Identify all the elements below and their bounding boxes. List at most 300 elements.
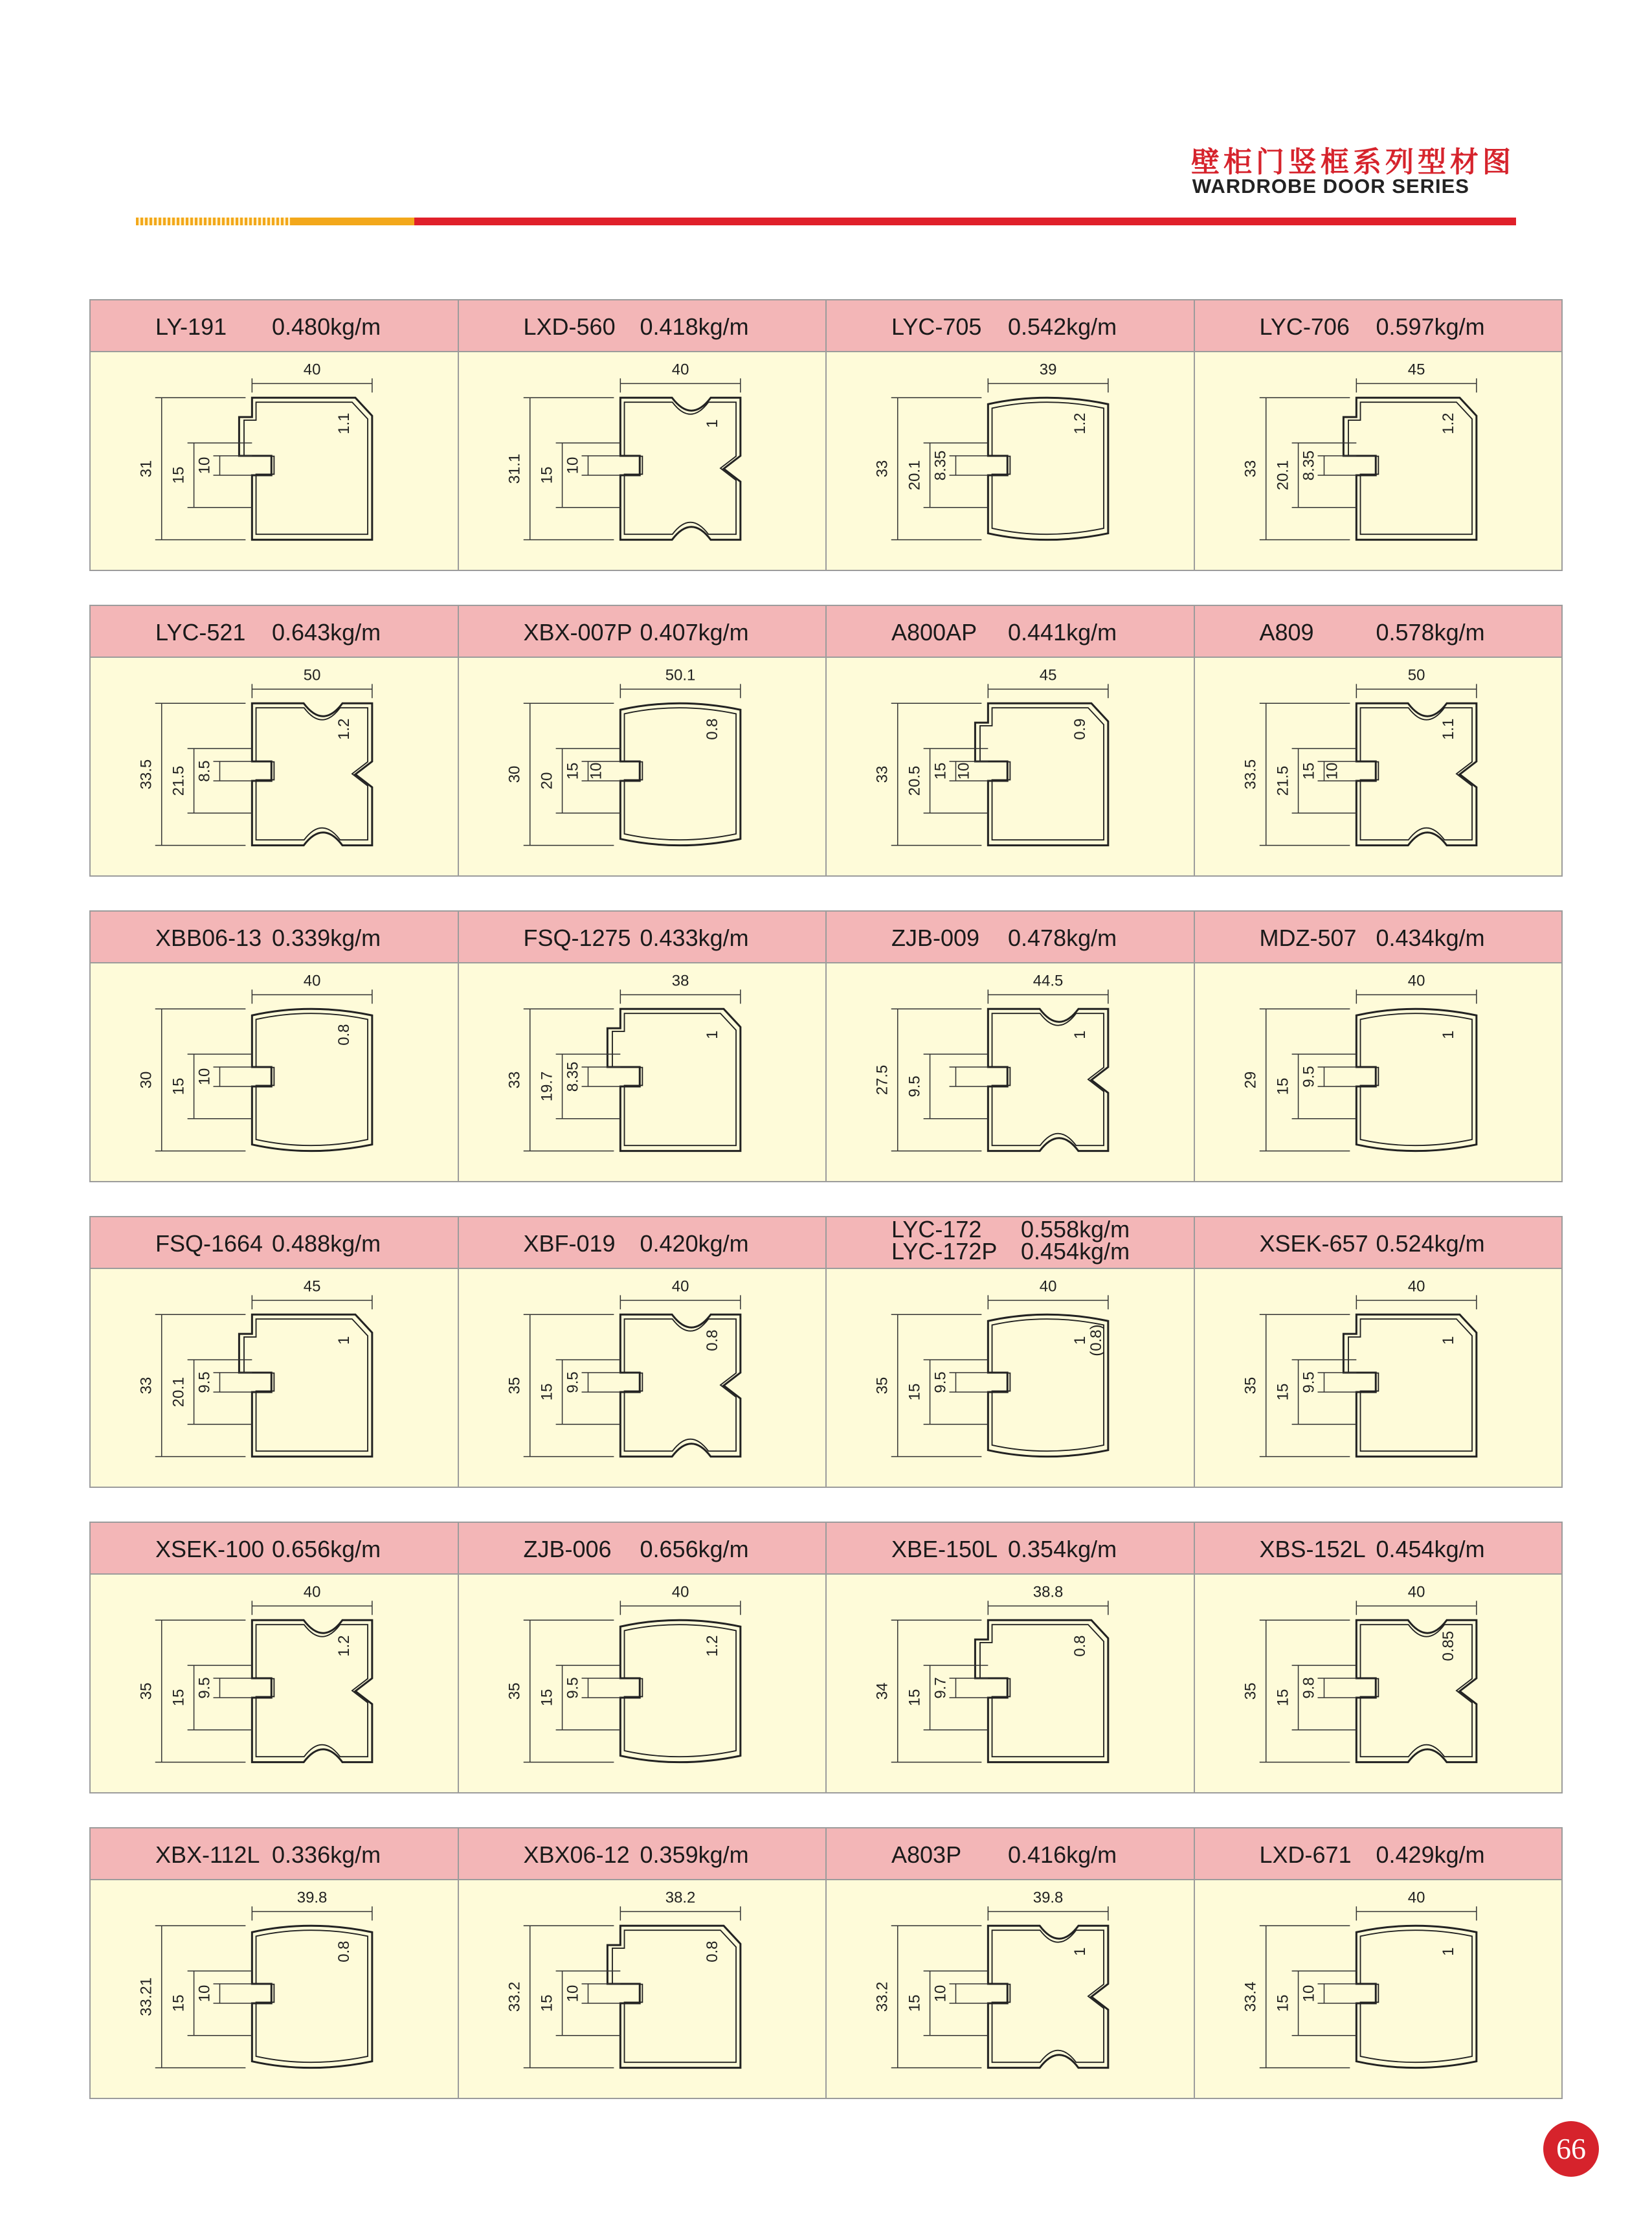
dimension-thickness-label: 0.8 <box>335 1940 353 1962</box>
profile-header <box>1195 1217 1562 1269</box>
profile-drawing <box>1195 352 1562 570</box>
dimension-inner-c-label: 10 <box>955 762 973 780</box>
profile-outline-outer <box>620 398 741 539</box>
dimension-inner-b-label: 10 <box>564 1984 582 2003</box>
profile-cell <box>825 300 1194 570</box>
dimension-inner-a-label: 15 <box>1274 1077 1292 1096</box>
profile-cross-section <box>91 1575 458 1792</box>
dimension-width-label: 40 <box>1407 1277 1425 1296</box>
profile-outline-outer <box>1356 1009 1477 1151</box>
inner-dimension-line <box>949 456 988 475</box>
profile-cell <box>825 1523 1194 1792</box>
inner-dimension-line <box>213 1678 252 1698</box>
profile-outline-outer <box>252 703 372 845</box>
dimension-inner-b-label: 9.5 <box>195 1677 214 1699</box>
profile-row <box>89 605 1563 877</box>
profile-cell <box>91 1523 458 1792</box>
profile-weight: 0.339kg/m <box>272 925 381 951</box>
dimension-inner-a-label: 15 <box>170 1689 188 1707</box>
dimension-width-label: 50 <box>1407 666 1425 684</box>
profile-cell <box>1194 1523 1562 1792</box>
profile-cell <box>91 912 458 1181</box>
profile-header <box>1195 606 1562 658</box>
dimension-inner-a-label: 15 <box>906 1994 924 2012</box>
dimension-height-label: 30 <box>137 1071 155 1089</box>
dimension-inner-a-label: 21.5 <box>170 765 188 796</box>
profile-cross-section <box>459 1575 826 1792</box>
dimension-inner-a-label: 20.1 <box>906 460 924 491</box>
dimension-inner-a-label: 15 <box>906 1383 924 1401</box>
dimension-inner-b-label: 9.5 <box>1300 1371 1318 1393</box>
profile-weight: 0.429kg/m <box>1376 1841 1485 1868</box>
profile-outline-outer <box>620 703 741 845</box>
dimension-width-label: 38.8 <box>1032 1583 1064 1601</box>
inner-dimension-line <box>581 1984 620 2003</box>
width-dimension-line <box>252 1906 372 1920</box>
profile-header <box>459 606 826 658</box>
profile-drawing <box>459 1575 826 1792</box>
inner-dimension-line <box>1317 1373 1356 1392</box>
profile-cell <box>458 912 826 1181</box>
profile-header <box>459 1217 826 1269</box>
profile-outline-outer <box>1343 1314 1476 1456</box>
profile-header <box>91 1828 458 1880</box>
header-rule-orange <box>291 218 414 225</box>
dimension-thickness-label: 0.85 <box>1439 1630 1457 1661</box>
dimension-height-label: 33.2 <box>506 1981 524 2012</box>
profile-cross-section <box>459 1269 826 1487</box>
dimension-width-label: 40 <box>671 1277 689 1296</box>
dimension-inner-a-label: 20.1 <box>1274 460 1292 491</box>
profile-code: MDZ-507 <box>1259 925 1357 951</box>
profile-cross-section <box>827 963 1194 1181</box>
profile-header <box>827 606 1194 658</box>
width-dimension-line <box>620 1295 741 1309</box>
profile-cross-section <box>91 963 458 1181</box>
width-dimension-line <box>620 1601 741 1615</box>
dimension-inner-a-label: 15 <box>170 466 188 484</box>
profile-code: ZJB-006 <box>523 1536 612 1562</box>
profile-cross-section <box>91 1269 458 1487</box>
profile-drawing <box>1195 658 1562 875</box>
profile-code: A809 <box>1259 619 1314 646</box>
inner-dimension-line <box>581 456 620 475</box>
dimension-height-label: 27.5 <box>873 1064 891 1096</box>
dimension-height-label: 31.1 <box>506 453 524 484</box>
profile-weight: 0.354kg/m <box>1008 1536 1117 1562</box>
profile-cell <box>91 1828 458 2098</box>
dimension-width-label: 40 <box>671 1583 689 1601</box>
profile-cell <box>91 1217 458 1487</box>
profile-header <box>827 1523 1194 1575</box>
dimension-inner-a-label: 21.5 <box>1274 765 1292 796</box>
width-dimension-line <box>988 1295 1108 1309</box>
dimension-inner-b-label: 15 <box>564 762 582 780</box>
profile-code: XSEK-657 <box>1259 1230 1368 1257</box>
profile-header <box>91 606 458 658</box>
inner-dimension-line <box>1317 1984 1356 2003</box>
dimension-height-label: 33.2 <box>873 1981 891 2012</box>
width-dimension-line <box>252 378 372 392</box>
dimension-inner-a-label: 20 <box>538 772 556 790</box>
page-number-badge: 66 <box>1543 2121 1599 2177</box>
dimension-thickness-label: 1.2 <box>703 1635 721 1657</box>
profile-cross-section <box>827 1575 1194 1792</box>
dimension-inner-b-label: 10 <box>1300 1984 1318 2003</box>
profile-drawing <box>827 658 1194 875</box>
dimension-inner-b-label: 9.5 <box>195 1371 214 1393</box>
inner-dimension-line <box>1317 1067 1356 1086</box>
dimension-inner-b-label: 15 <box>932 762 950 780</box>
profile-code: A800AP <box>891 619 977 646</box>
dimension-width-label: 38 <box>671 972 689 990</box>
profile-cell <box>91 606 458 875</box>
dimension-inner-c-label: 10 <box>586 762 605 780</box>
dimension-thickness-label: 1 <box>1439 1030 1457 1039</box>
profile-cell <box>1194 1828 1562 2098</box>
dimension-inner-b-label: 8.35 <box>1300 450 1318 481</box>
dimension-inner-a-label: 19.7 <box>538 1071 556 1102</box>
dimension-width-label: 50 <box>303 666 321 684</box>
dimension-inner-b-label: 8.35 <box>932 450 950 481</box>
width-dimension-line <box>988 378 1108 392</box>
profile-cross-section <box>91 658 458 875</box>
width-dimension-line <box>1356 1295 1477 1309</box>
profile-cross-section <box>1195 1269 1562 1487</box>
profile-outline-outer <box>252 1009 372 1151</box>
dimension-width-label: 40 <box>303 361 321 379</box>
dimension-height-label: 33 <box>506 1071 524 1089</box>
dimension-inner-a-label: 15 <box>1274 1383 1292 1401</box>
profile-weight-line: 0.558kg/m <box>1021 1216 1130 1242</box>
dimension-thickness-label: 0.8 <box>703 718 721 740</box>
profile-header <box>827 912 1194 963</box>
profile-code-line: LYC-172P <box>891 1238 998 1265</box>
profile-header <box>827 300 1194 352</box>
dimension-height-label: 33 <box>873 765 891 783</box>
profile-drawing <box>91 1880 458 2098</box>
profile-cell <box>1194 1217 1562 1487</box>
profile-cell <box>1194 606 1562 875</box>
dimension-width-label: 40 <box>1407 972 1425 990</box>
profile-header <box>91 912 458 963</box>
dimension-inner-b-label: 10 <box>564 456 582 475</box>
profile-cross-section <box>459 1880 826 2098</box>
profile-header <box>459 912 826 963</box>
profile-drawing <box>91 963 458 1181</box>
profile-cross-section <box>1195 352 1562 570</box>
page-title-english: WARDROBE DOOR SERIES <box>1192 175 1469 197</box>
dimension-thickness-label: 1 <box>1439 1947 1457 1956</box>
profile-header <box>1195 1523 1562 1575</box>
profile-code: LXD-560 <box>523 313 616 340</box>
dimension-inner-a-label: 15 <box>170 1994 188 2012</box>
profile-weight: 0.359kg/m <box>640 1841 749 1868</box>
dimension-inner-c-label: 10 <box>1323 762 1341 780</box>
dimension-width-label: 40 <box>303 1583 321 1601</box>
dimension-thickness-label: 1 <box>703 1030 721 1039</box>
profile-outline-outer <box>620 1314 741 1456</box>
width-dimension-line <box>620 684 741 698</box>
profile-drawing <box>91 658 458 875</box>
dimension-width-label: 40 <box>1039 1277 1057 1296</box>
profile-drawing <box>827 963 1194 1181</box>
profile-weight: 0.441kg/m <box>1008 619 1117 646</box>
dimension-thickness-label: 1.2 <box>1071 412 1089 434</box>
dimension-thickness-label: 1 <box>1071 1336 1089 1345</box>
profile-drawing <box>91 352 458 570</box>
profile-weight: 0.418kg/m <box>640 313 749 340</box>
width-dimension-line <box>1356 378 1477 392</box>
profile-weight: 0.478kg/m <box>1008 925 1117 951</box>
dimension-inner-a-label: 15 <box>1274 1689 1292 1707</box>
profile-weight: 0.433kg/m <box>640 925 749 951</box>
dimension-inner-b-label: 9.5 <box>1300 1066 1318 1088</box>
profile-code: XBE-150L <box>891 1536 998 1562</box>
profile-code: LXD-671 <box>1259 1841 1352 1868</box>
profile-code: LYC-521 <box>155 619 246 646</box>
profile-code: XSEK-100 <box>155 1536 265 1562</box>
profile-code: A803P <box>891 1841 962 1868</box>
dimension-inner-b-label: 9.5 <box>564 1677 582 1699</box>
dimension-inner-b-label: 9.5 <box>932 1371 950 1393</box>
dimension-width-label: 44.5 <box>1032 972 1064 990</box>
profile-header <box>91 1523 458 1575</box>
dimension-width-label: 50.1 <box>665 666 695 684</box>
profile-drawing <box>91 1575 458 1792</box>
dimension-thickness-label: 1 <box>1071 1030 1089 1039</box>
profile-cross-section <box>827 1880 1194 2098</box>
inner-dimension-line <box>949 1678 988 1698</box>
profile-cross-section <box>91 1880 458 2098</box>
inner-dimension-line <box>213 1067 252 1086</box>
profile-drawing <box>1195 1269 1562 1487</box>
profile-weight: 0.420kg/m <box>640 1230 749 1257</box>
dimension-width-label: 40 <box>303 972 321 990</box>
dimension-width-label: 40 <box>671 361 689 379</box>
profile-cross-section <box>1195 963 1562 1181</box>
dimension-thickness-label: 0.8 <box>703 1329 721 1351</box>
width-dimension-line <box>252 989 372 1004</box>
profile-header <box>91 1217 458 1269</box>
dimension-height-label: 33.5 <box>137 759 155 790</box>
dimension-height-label: 35 <box>1242 1682 1260 1700</box>
inner-dimension-line <box>213 1373 252 1392</box>
dimension-thickness-label: 0.8 <box>335 1024 353 1046</box>
profile-cell <box>825 606 1194 875</box>
profile-outline-outer <box>252 1620 372 1762</box>
profile-code: XBB06-13 <box>155 925 262 951</box>
profile-cell <box>825 1217 1194 1487</box>
dimension-thickness-label: 0.8 <box>703 1940 721 1962</box>
width-dimension-line <box>620 1906 741 1920</box>
dimension-inner-a-label: 15 <box>538 1994 556 2012</box>
dimension-inner-a-label: 9.5 <box>906 1075 924 1097</box>
profile-drawing <box>827 1880 1194 2098</box>
profile-cross-section <box>1195 1880 1562 2098</box>
profile-weight: 0.416kg/m <box>1008 1841 1117 1868</box>
dimension-height-label: 35 <box>506 1682 524 1700</box>
header-rule-red <box>414 218 1516 225</box>
profile-cross-section <box>459 352 826 570</box>
dimension-inner-a-label: 15 <box>538 466 556 484</box>
profile-cell <box>458 1828 826 2098</box>
dimension-width-label: 40 <box>1407 1889 1425 1907</box>
inner-dimension-line <box>581 1373 620 1392</box>
profile-row <box>89 1827 1563 2099</box>
inner-dimension-line <box>213 456 252 475</box>
dimension-thickness-label: 1 <box>335 1336 353 1345</box>
profile-weight: 0.488kg/m <box>272 1230 381 1257</box>
profile-weight <box>1021 1216 1130 1265</box>
profile-code: XBX06-12 <box>523 1841 630 1868</box>
inner-dimension-line <box>949 1373 988 1392</box>
dimension-inner-b-label: 9.8 <box>1300 1677 1318 1699</box>
dimension-width-label: 45 <box>1407 361 1425 379</box>
inner-dimension-line <box>581 1067 620 1086</box>
dimension-height-label: 33.5 <box>1242 759 1260 790</box>
inner-dimension-line <box>213 1984 252 2003</box>
inner-dimension-line <box>949 1067 988 1086</box>
dimension-width-label: 40 <box>1407 1583 1425 1601</box>
profile-drawing <box>91 1269 458 1487</box>
profile-cross-section <box>1195 658 1562 875</box>
profile-code: FSQ-1664 <box>155 1230 263 1257</box>
inner-dimension-line <box>1317 456 1356 475</box>
profile-cross-section <box>827 352 1194 570</box>
profile-row <box>89 299 1563 571</box>
dimension-height-label: 35 <box>873 1377 891 1395</box>
height-dimension-line <box>891 1009 982 1151</box>
dimension-inner-b-label: 10 <box>195 1068 214 1086</box>
width-dimension-line <box>620 378 741 392</box>
profile-header <box>1195 912 1562 963</box>
profile-outline-outer <box>988 1009 1108 1151</box>
dimension-height-label: 30 <box>506 765 524 783</box>
profile-cross-section <box>1195 1575 1562 1792</box>
profile-weight: 0.542kg/m <box>1008 313 1117 340</box>
profile-weight: 0.434kg/m <box>1376 925 1485 951</box>
profile-outline-outer <box>607 1009 740 1151</box>
dimension-height-label: 33.21 <box>137 1977 155 2016</box>
profile-row <box>89 1216 1563 1488</box>
profile-outline-outer <box>620 1620 741 1762</box>
dimension-inner-a-label: 20.1 <box>170 1377 188 1408</box>
dimension-thickness-label: 1 <box>1439 1336 1457 1345</box>
profile-drawing <box>827 1269 1194 1487</box>
profile-cross-section <box>827 658 1194 875</box>
page-header <box>0 0 1652 233</box>
dimension-height-label: 35 <box>506 1377 524 1395</box>
profile-cell <box>1194 912 1562 1181</box>
profile-weight: 0.480kg/m <box>272 313 381 340</box>
profile-cross-section <box>827 1269 1194 1487</box>
dimension-thickness-alt-label: (0.8) <box>1087 1324 1105 1356</box>
dimension-width-label: 45 <box>1039 666 1057 684</box>
width-dimension-line <box>252 684 372 698</box>
profile-weight: 0.578kg/m <box>1376 619 1485 646</box>
profile-weight: 0.336kg/m <box>272 1841 381 1868</box>
inner-dimension-line <box>581 1678 620 1698</box>
dimension-inner-a-label: 15 <box>538 1689 556 1707</box>
profile-code: LY-191 <box>155 313 227 340</box>
header-rule-dotted <box>136 218 291 225</box>
dimension-inner-b-label: 8.35 <box>564 1061 582 1092</box>
dimension-width-label: 39.8 <box>296 1889 328 1907</box>
profile-cross-section <box>459 658 826 875</box>
profile-header <box>459 1523 826 1575</box>
profile-code-line: LYC-172 <box>891 1216 982 1242</box>
dimension-width-label: 45 <box>303 1277 321 1296</box>
profile-code: XBX-007P <box>523 619 632 646</box>
width-dimension-line <box>988 684 1108 698</box>
dimension-inner-b-label: 9.7 <box>932 1677 950 1699</box>
profile-drawing <box>459 1269 826 1487</box>
width-dimension-line <box>252 1295 372 1309</box>
profile-header <box>459 300 826 352</box>
dimension-inner-b-label: 10 <box>195 456 214 475</box>
dimension-thickness-label: 1.2 <box>335 1635 353 1657</box>
width-dimension-line <box>1356 1601 1477 1615</box>
dimension-inner-a-label: 15 <box>906 1689 924 1707</box>
width-dimension-line <box>988 1601 1108 1615</box>
width-dimension-line <box>252 1601 372 1615</box>
profile-drawing <box>1195 1575 1562 1792</box>
profile-code <box>891 1216 998 1265</box>
dimension-thickness-label: 0.9 <box>1071 718 1089 740</box>
profile-cell <box>1194 300 1562 570</box>
profile-weight: 0.454kg/m <box>1376 1536 1485 1562</box>
dimension-thickness-label: 0.8 <box>1071 1635 1089 1657</box>
inner-dimension-line <box>949 1984 988 2003</box>
dimension-height-label: 35 <box>137 1682 155 1700</box>
profile-outline-outer <box>1356 1620 1477 1762</box>
profile-code: FSQ-1275 <box>523 925 631 951</box>
dimension-inner-a-label: 20.5 <box>906 765 924 796</box>
profile-drawing <box>827 1575 1194 1792</box>
dimension-height-label: 31 <box>137 460 155 478</box>
dimension-width-label: 39 <box>1039 361 1057 379</box>
dimension-thickness-label: 1 <box>703 419 721 428</box>
dimension-height-label: 33.4 <box>1242 1981 1260 2012</box>
profile-cell <box>458 300 826 570</box>
width-dimension-line <box>1356 989 1477 1004</box>
width-dimension-line <box>620 989 741 1004</box>
profile-header <box>459 1828 826 1880</box>
profile-drawing <box>459 1880 826 2098</box>
dimension-inner-b-label: 10 <box>932 1984 950 2003</box>
page-title-chinese: 壁柜门竖框系列型材图 <box>1191 146 1515 179</box>
dimension-thickness-label: 1 <box>1071 1947 1089 1956</box>
dimension-width-label: 38.2 <box>665 1889 695 1907</box>
profile-code: LYC-705 <box>891 313 982 340</box>
dimension-height-label: 35 <box>1242 1377 1260 1395</box>
dimension-height-label: 34 <box>873 1682 891 1700</box>
profile-code: ZJB-009 <box>891 925 980 951</box>
dimension-inner-a-label: 15 <box>538 1383 556 1401</box>
profile-code: XBF-019 <box>523 1230 616 1257</box>
profile-header <box>1195 300 1562 352</box>
profile-cell <box>458 606 826 875</box>
width-dimension-line <box>988 989 1108 1004</box>
profile-weight-line: 0.454kg/m <box>1021 1238 1130 1265</box>
profile-drawing <box>1195 1880 1562 2098</box>
inner-dimension-line <box>1317 1678 1356 1698</box>
dimension-inner-a-label: 15 <box>1274 1994 1292 2012</box>
profile-row <box>89 1522 1563 1793</box>
profile-cell <box>825 1828 1194 2098</box>
profile-code: XBX-112L <box>155 1841 260 1868</box>
